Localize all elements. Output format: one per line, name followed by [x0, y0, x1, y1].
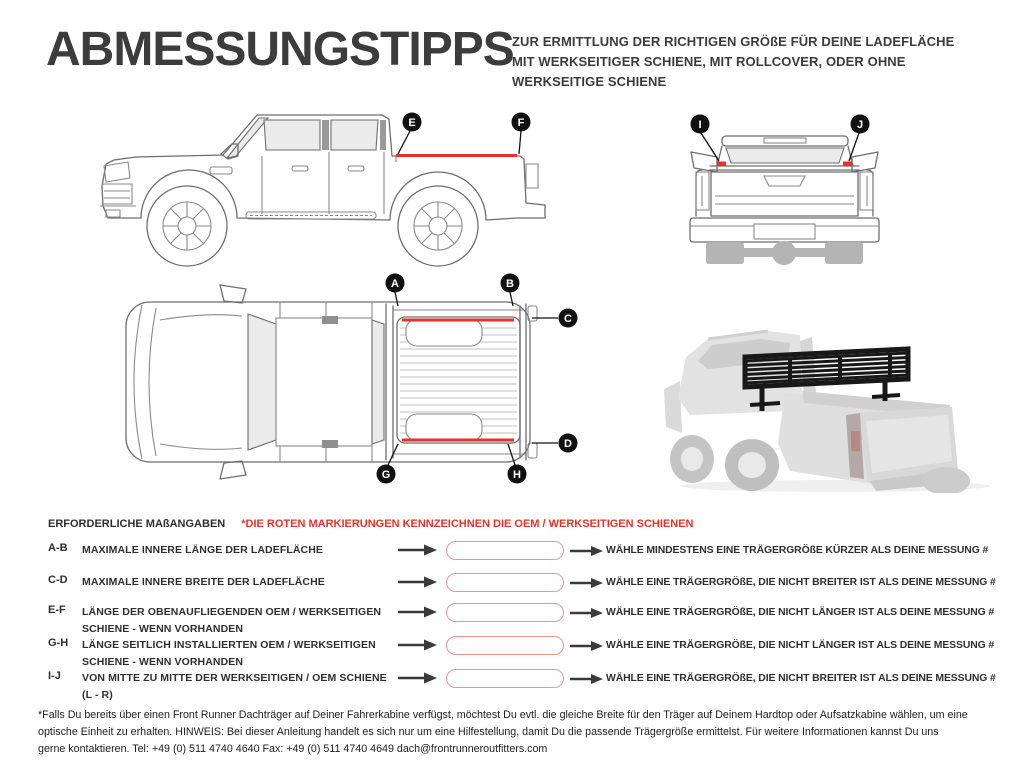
measurement-result: WÄHLE EINE TRÄGERGRÖßE, DIE NICHT BREITER IST ALS DEINE MESSUNG # — [606, 577, 996, 588]
measurement-key: C-D — [48, 574, 68, 586]
arrow-right-icon — [398, 544, 438, 556]
measurement-result: WÄHLE EINE TRÄGERGRÖßE, DIE NICHT LÄNGER IST ALS DEINE MESSUNG # — [606, 640, 995, 651]
truck-top-view-diagram — [112, 272, 602, 492]
arrow-right-icon — [570, 607, 604, 619]
svg-text:A: A — [391, 278, 399, 290]
footnote-line: *Falls Du bereits über einen Front Runner Dachträger auf Deiner Fahrerkabine verfügst, möchtest Du evtl. die gleiche Breite für den Träger auf Deinem Hardtop oder Aufsatzkabine wählen, um eine — [38, 709, 968, 721]
measurement-key: E-F — [48, 604, 66, 616]
svg-text:B: B — [506, 278, 514, 290]
marker-h — [508, 465, 527, 484]
oem-rail-marking-right — [843, 162, 852, 167]
footnote — [38, 707, 968, 758]
measurement-input-e-f[interactable] — [446, 603, 564, 622]
measurements-heading: ERFORDERLICHE MAßANGABEN — [48, 518, 226, 530]
subtitle-line: WERKSEITIGE SCHIENE — [512, 74, 667, 89]
footnote-line: gerne kontaktieren. Tel: +49 (0) 511 4740 4640 Fax: +49 (0) 511 4740 4649 dach@frontrunneroutfitters.com — [38, 743, 548, 755]
measurement-result: WÄHLE EINE TRÄGERGRÖßE, DIE NICHT BREITER IST ALS DEINE MESSUNG # — [606, 673, 996, 684]
subtitle-line: ZUR ERMITTLUNG DER RICHTIGEN GRÖßE FÜR DEINE LADEFLÄCHE — [512, 34, 955, 49]
rear-wheel — [398, 186, 478, 266]
measurement-result: WÄHLE EINE TRÄGERGRÖßE, DIE NICHT LÄNGER IST ALS DEINE MESSUNG # — [606, 607, 995, 618]
arrow-right-icon — [570, 673, 604, 685]
measurement-label: VON MITTE ZU MITTE DER WERKSEITIGEN / OEM SCHIENE (L - R) — [82, 672, 387, 701]
marker-i — [691, 115, 710, 134]
arrow-right-icon — [398, 639, 438, 651]
truck-rear-view-diagram — [672, 106, 897, 268]
marker-j — [851, 115, 870, 134]
marker-b — [501, 274, 520, 293]
measurements-heading-row — [48, 518, 694, 530]
measurement-label: LÄNGE SEITLICH INSTALLIERTEN OEM / WERKSEITIGEN SCHIENE - WENN VORHANDEN — [82, 639, 376, 668]
measurement-key: I-J — [48, 670, 61, 682]
svg-text:C: C — [564, 313, 572, 325]
arrow-right-icon — [398, 606, 438, 618]
marker-f — [512, 113, 531, 132]
measurement-key: A-B — [48, 542, 68, 554]
oem-rail-marking-left — [717, 162, 726, 167]
marker-c — [559, 309, 578, 328]
page-title: ABMESSUNGSTIPPS — [46, 23, 514, 76]
measurement-input-g-h[interactable] — [446, 636, 564, 655]
arrow-right-icon — [398, 672, 438, 684]
measurement-row-i-j — [48, 669, 1014, 707]
truck-side-view-diagram — [96, 104, 551, 272]
front-wheel — [147, 186, 227, 266]
red-markings-note: *DIE ROTEN MARKIERUNGEN KENNZEICHNEN DIE OEM / WERKSEITIGEN SCHIENEN — [241, 518, 694, 530]
svg-text:J: J — [856, 119, 864, 131]
measurement-label: MAXIMALE INNERE LÄNGE DER LADEFLÄCHE — [82, 544, 324, 556]
marker-g — [377, 465, 396, 484]
measurement-label: MAXIMALE INNERE BREITE DER LADEFLÄCHE — [82, 576, 325, 588]
measurement-label: LÄNGE DER OBENAUFLIEGENDEN OEM / WERKSEITIGEN SCHIENE - WENN VORHANDEN — [82, 606, 382, 635]
svg-text:I: I — [698, 119, 702, 131]
arrow-right-icon — [398, 576, 438, 588]
measurement-input-i-j[interactable] — [446, 669, 564, 688]
measurement-input-c-d[interactable] — [446, 573, 564, 592]
marker-d — [559, 434, 578, 453]
svg-text:H: H — [513, 469, 521, 481]
marker-e — [403, 113, 422, 132]
measurement-result: WÄHLE MINDESTENS EINE TRÄGERGRÖßE KÜRZER ALS DEINE MESSUNG # — [606, 545, 989, 556]
footnote-line: optische Einheit zu erhalten. HINWEIS: Bei dieser Anleitung handelt es sich nur um eine Hilfestellung, damit Du die passende Trägergröße ermittelst. Für weitere Informationen kannst Du uns — [38, 726, 939, 738]
subtitle-line: MIT WERKSEITIGER SCHIENE, MIT ROLLCOVER, ODER OHNE — [512, 54, 906, 69]
page-subtitle — [512, 32, 954, 92]
svg-text:D: D — [564, 438, 572, 450]
svg-text:G: G — [381, 469, 391, 481]
measurement-input-a-b[interactable] — [446, 541, 564, 560]
arrow-right-icon — [570, 545, 604, 557]
svg-text:F: F — [517, 117, 525, 129]
measurement-key: G-H — [48, 637, 69, 649]
marker-a — [386, 274, 405, 293]
svg-text:E: E — [408, 117, 416, 129]
arrow-right-icon — [570, 577, 604, 589]
truck-with-rack-image — [650, 293, 1010, 493]
arrow-right-icon — [570, 640, 604, 652]
